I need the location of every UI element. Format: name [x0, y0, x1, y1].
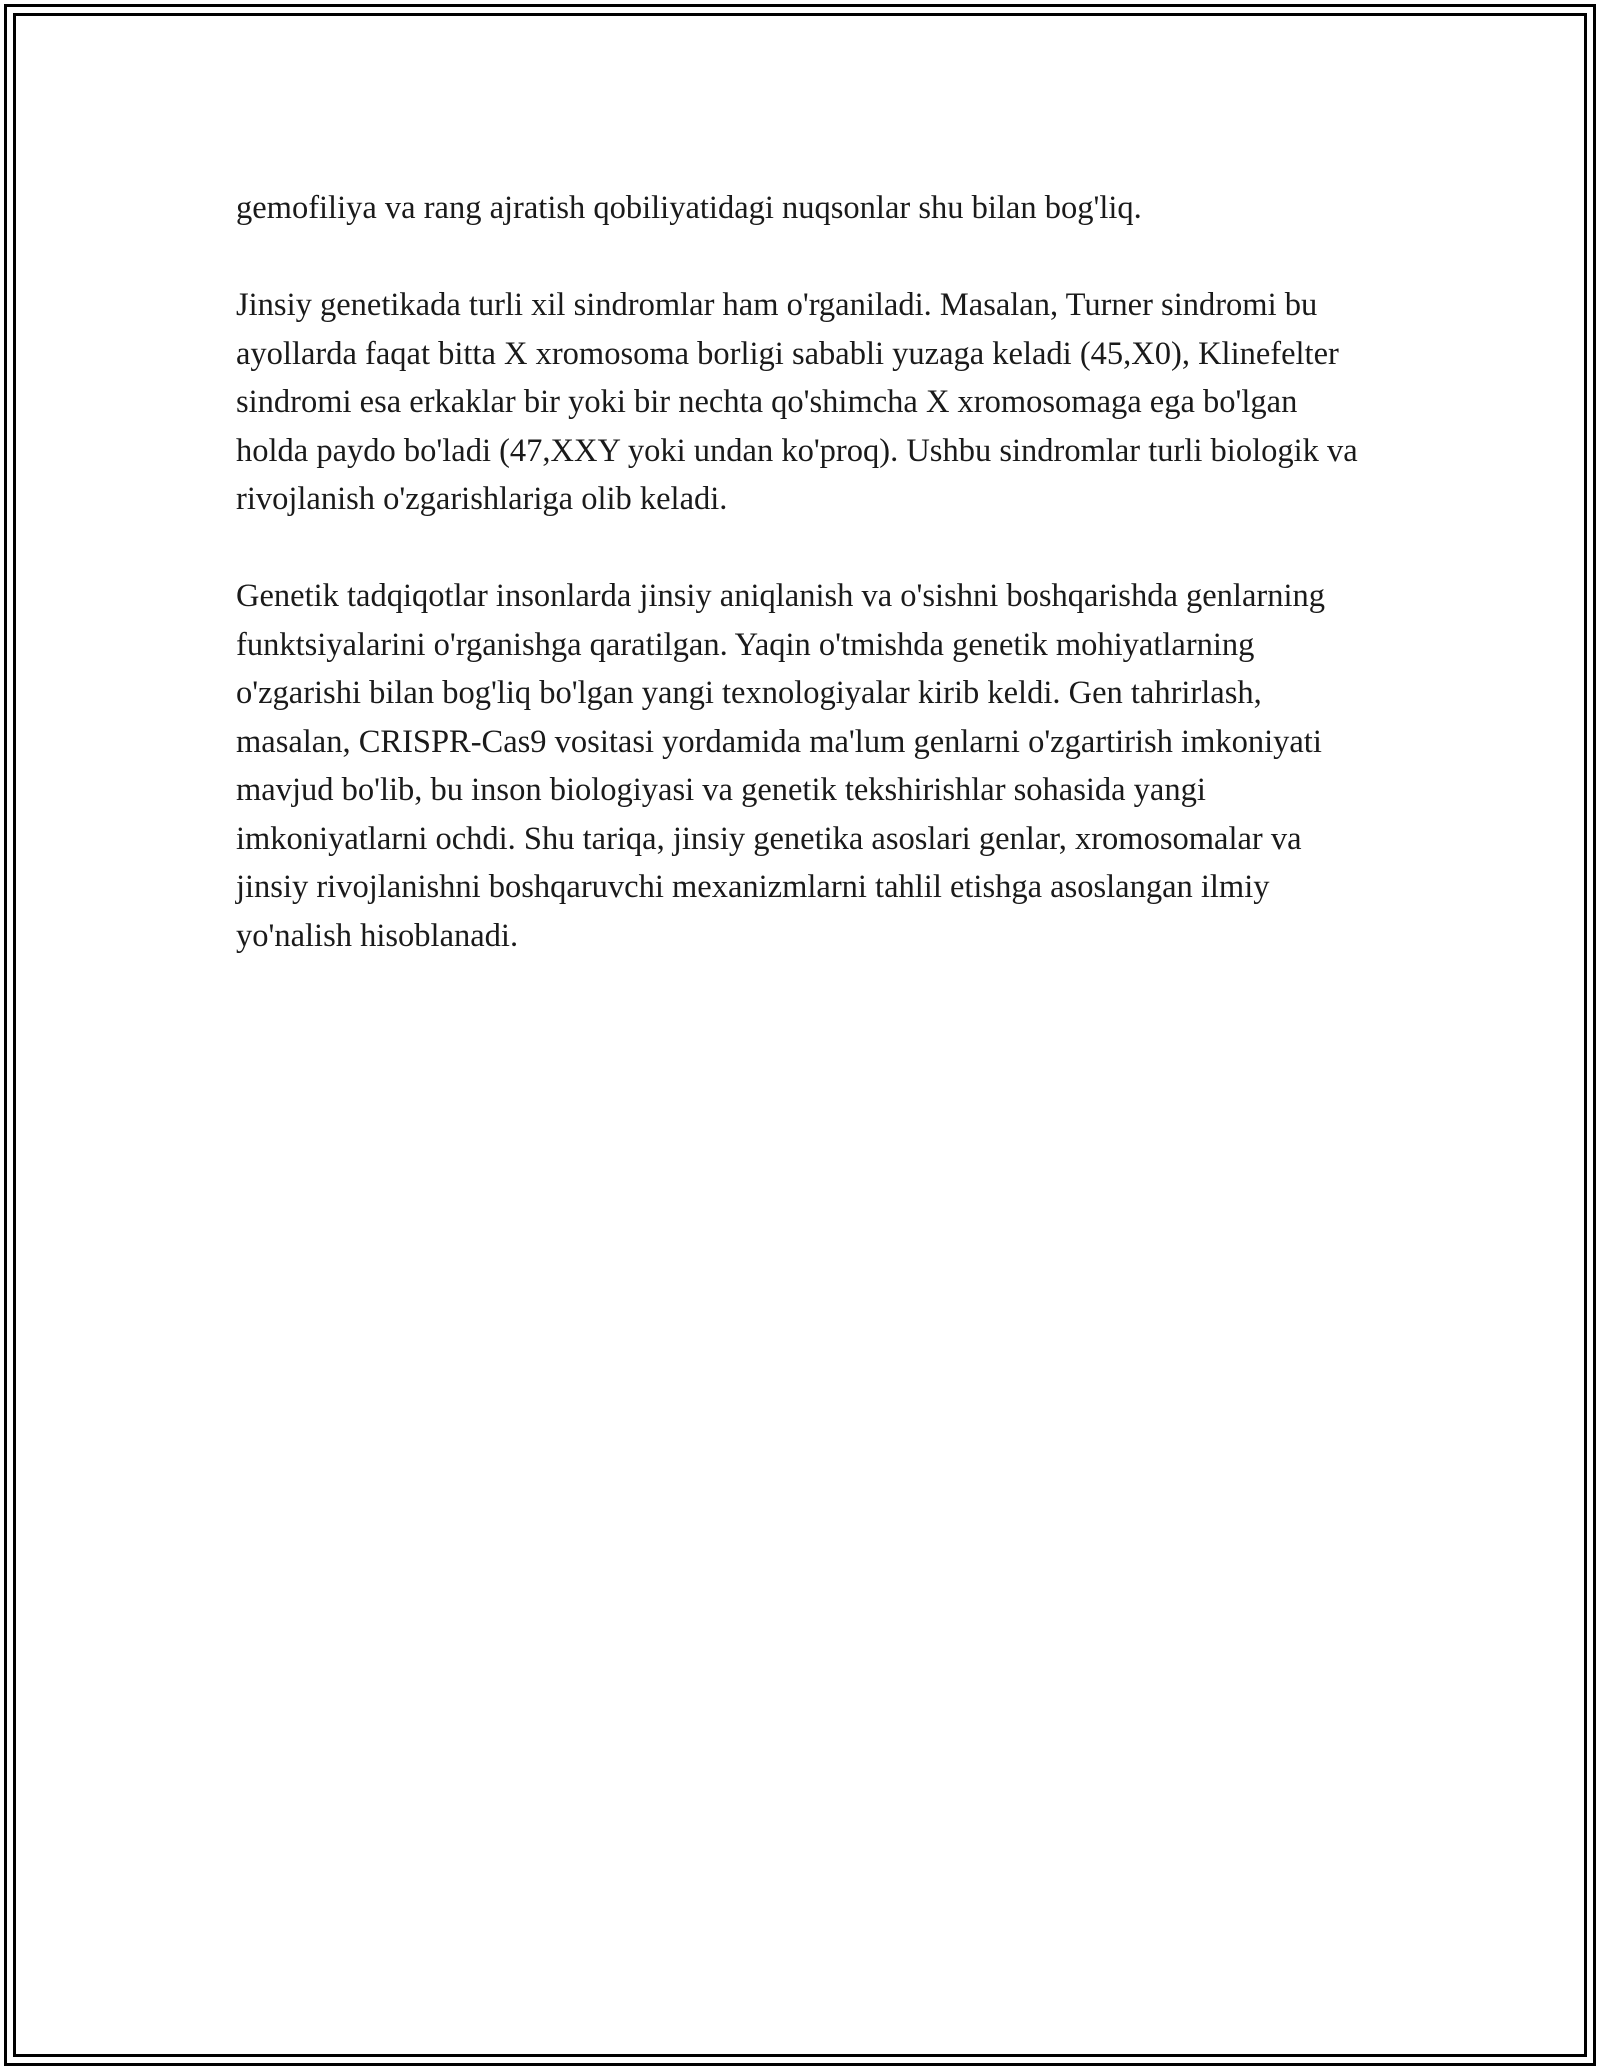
paragraph-syndromes: Jinsiy genetikada turli xil sindromlar ham o'rganiladi. Masalan, Turner sindromi bu ayollarda faqat bitta X xromosoma borligi sababli yuzaga keladi (45,X0), Klinefelter sindromi esa erkaklar bir yoki bir nechta qo'shimcha X xromosomaga ega bo'lgan holda paydo bo'ladi (47,XXY yoki undan ko'proq). Ushbu sindromlar turli biologik va rivojlanish o'zgarishlariga olib keladi. — [236, 287, 1358, 517]
paragraph-genetic-research: Genetik tadqiqotlar insonlarda jinsiy aniqlanish va o'sishni boshqarishda genlarning funktsiyalarini o'rganishga qaratilgan. Yaqin o'tmishda genetik mohiyatlarning o'zgarishi bilan bog'liq bo'lgan yangi texnologiyalar kirib keldi. Gen tahrirlash, masalan, CRISPR-Cas9 vositasi yordamida ma'lum genlarni o'zgartirish imkoniyati mavjud bo'lib, bu inson biologiyasi va genetik tekshirishlar sohasida yangi imkoniyatlarni ochdi. Shu tariqa, jinsiy genetika asoslari genlar, xromosomalar va jinsiy rivojlanishni boshqaruvchi mexanizmlarni tahlil etishga asoslangan ilmiy yo'nalish hisoblanadi. — [236, 578, 1325, 954]
paragraph-hemophilia-note: gemofiliya va rang ajratish qobiliyatidagi nuqsonlar shu bilan bog'liq. — [236, 190, 1142, 226]
document-body — [236, 184, 1366, 1009]
